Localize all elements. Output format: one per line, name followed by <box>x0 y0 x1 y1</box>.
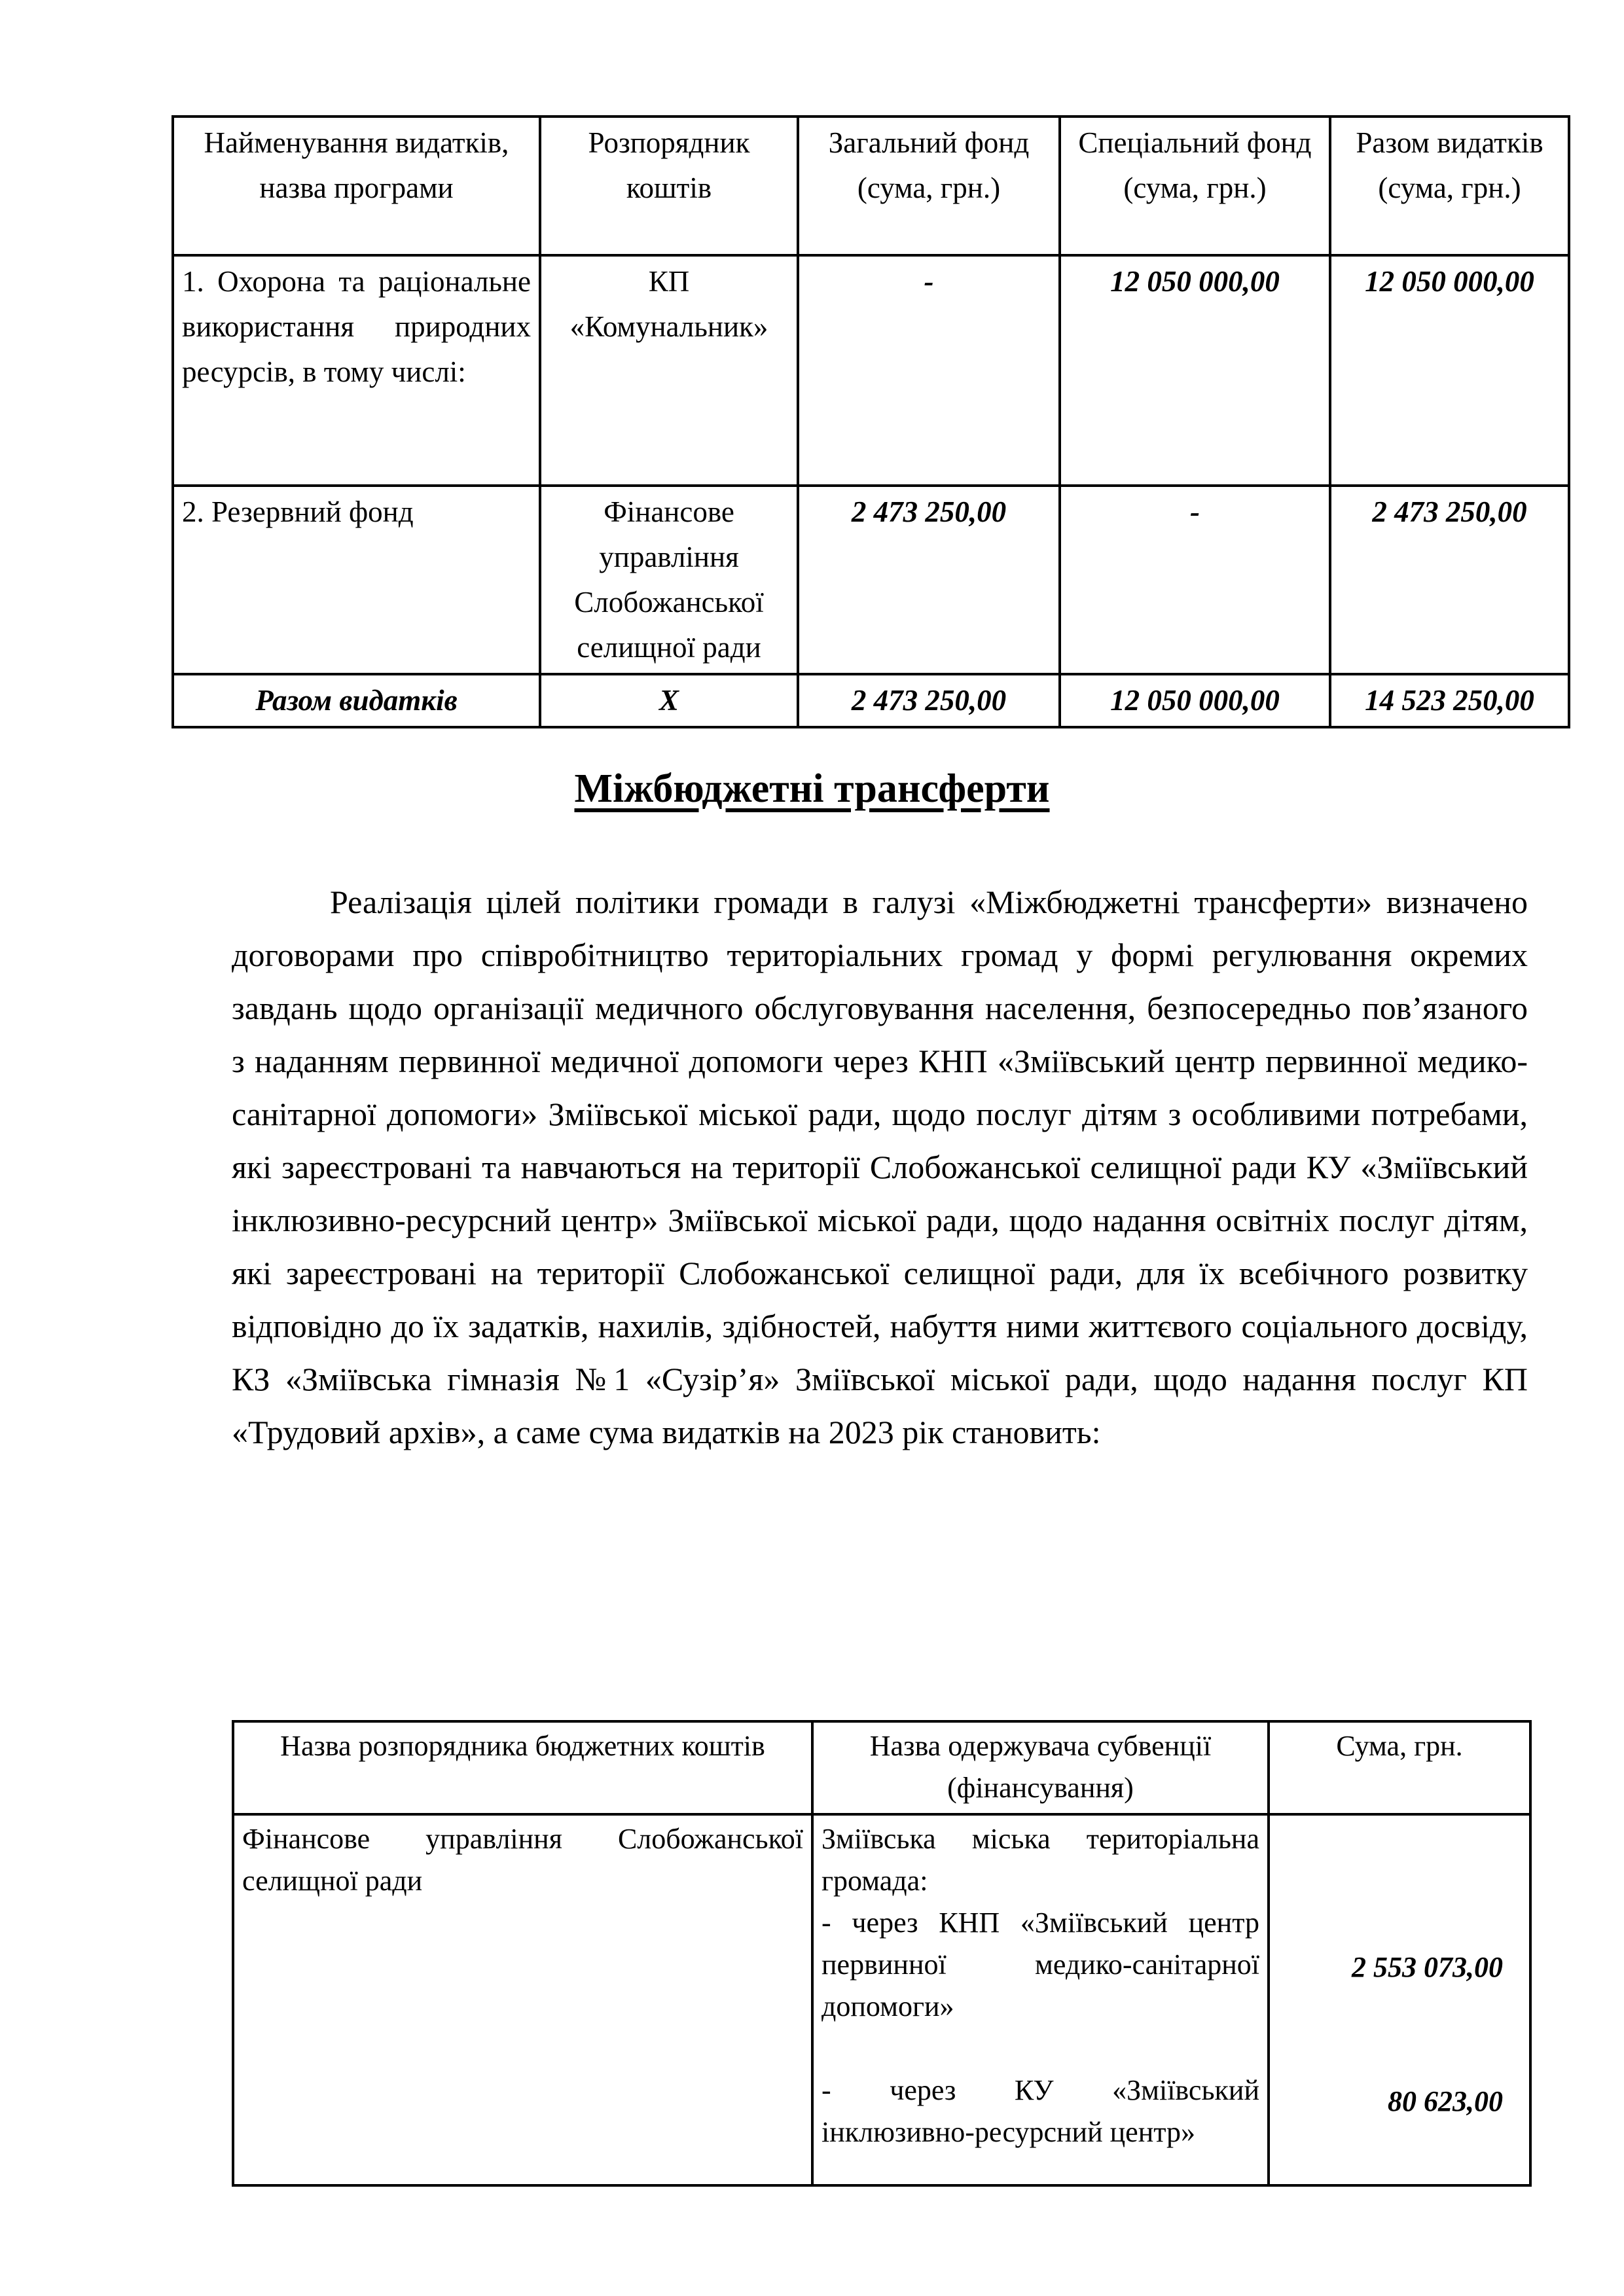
table-header-row <box>173 117 1569 255</box>
special-fund-value: - <box>1060 486 1330 674</box>
special-fund-value: 12 050 000,00 <box>1060 255 1330 486</box>
header-recipient: Назва одержувача субвенції (фінансування) <box>812 1721 1269 1814</box>
header-special-fund: Спеціальний фонд (сума, грн.) <box>1060 117 1330 255</box>
expense-name: 1. Охорона та раціональне використання природних ресурсів, в тому числі: <box>173 255 540 486</box>
amount-value: 80 623,00 <box>1388 2085 1503 2117</box>
table-header-row <box>233 1721 1530 1814</box>
recipient-title: Зміївська міська територіальна громада: <box>821 1823 1259 1897</box>
general-fund-value: 2 473 250,00 <box>798 486 1060 674</box>
table-row <box>173 486 1569 674</box>
total-special-fund: 12 050 000,00 <box>1060 674 1330 727</box>
header-budget-manager: Назва розпорядника бюджетних коштів <box>233 1721 812 1814</box>
recipient-item: - через КУ «Зміївський інклюзивно-ресурсний центр» <box>821 2074 1259 2148</box>
total-general-fund: 2 473 250,00 <box>798 674 1060 727</box>
header-general-fund: Загальний фонд (сума, грн.) <box>798 117 1060 255</box>
header-expense-name: Найменування видатків, назва програми <box>173 117 540 255</box>
expense-name: 2. Резервний фонд <box>173 486 540 674</box>
recipient-cell <box>812 1814 1269 2185</box>
section-title <box>0 762 1624 815</box>
recipient-item: - через КНП «Зміївський центр первинної медико-санітарної допомоги» <box>821 1907 1259 2022</box>
total-value: 12 050 000,00 <box>1330 255 1569 486</box>
amount-value: 2 553 073,00 <box>1352 1951 1503 1983</box>
amount-cell <box>1269 1814 1530 2185</box>
section-title-text: Міжбюджетні трансферти <box>574 766 1050 811</box>
table-row <box>173 255 1569 486</box>
total-value: 2 473 250,00 <box>1330 486 1569 674</box>
table-row <box>233 1814 1530 2185</box>
header-fund-manager: Розпорядник коштів <box>540 117 798 255</box>
expenses-table <box>171 115 1570 728</box>
total-label: Разом видатків <box>173 674 540 727</box>
budget-manager: Фінансове управління Слобожанської селищної ради <box>233 1814 812 2185</box>
transfers-table <box>232 1720 1532 2187</box>
spacer <box>821 2028 1259 2070</box>
header-amount: Сума, грн. <box>1269 1721 1530 1814</box>
general-fund-value: - <box>798 255 1060 486</box>
section-paragraph: Реалізація цілей політики громади в галузі «Міжбюджетні трансферти» визначено договорами про співробітництво територіальних громад у формі регулювання окремих завдань щодо організації медичного обслуговування населення, безпосередньо пов’язаного з наданням первинної медичної допомоги через КНП «Зміївський центр первинної медико-санітарної допомоги» Зміївської міської ради, щодо послуг дітям з особливими потребами, які зареєстровані та навчаються на території Слобожанської селищної ради КУ «Зміївський інклюзивно-ресурсний центр» Зміївської міської ради, щодо надання освітніх послуг дітям, які зареєстровані на території Слобожанської селищної ради, для їх всебічного розвитку відповідно до їх задатків, нахилів, здібностей, набуття ними життєвого соціального досвіду, КЗ «Зміївська гімназія №1 «Сузір’я» Зміївської міської ради, щодо надання послуг КП «Трудовий архів», а саме сума видатків на 2023 рік становить: <box>232 884 1528 1450</box>
total-manager: Х <box>540 674 798 727</box>
fund-manager: Фінансове управління Слобожанської селищної ради <box>540 486 798 674</box>
header-total: Разом видатків (сума, грн.) <box>1330 117 1569 255</box>
fund-manager: КП «Комунальник» <box>540 255 798 486</box>
grand-total: 14 523 250,00 <box>1330 674 1569 727</box>
total-row <box>173 674 1569 727</box>
